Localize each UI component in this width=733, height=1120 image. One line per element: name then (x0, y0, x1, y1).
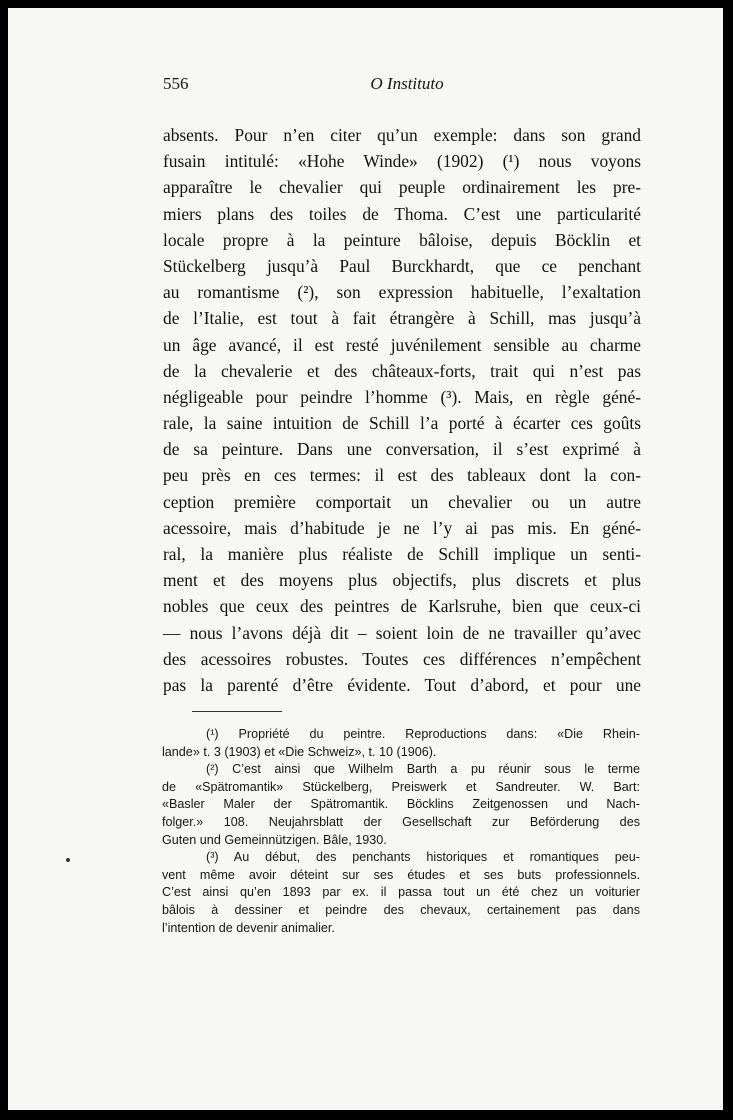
text-line: ral, la manière plus réaliste de Schill implique un senti- (163, 544, 641, 564)
text-line: ment et des moyens plus objectifs, plus discrets et plus (163, 570, 641, 591)
text-line: rale, la saine intuition de Schill l’a porté à écarter ces goûts (163, 413, 641, 434)
footnote-2 (162, 761, 640, 849)
footnote-line: C’est ainsi qu’en 1893 par ex. il passa tout un été chez un voiturier (162, 885, 640, 900)
text-line: de sa peinture. Dans une conversation, il s’est exprimé à (163, 439, 641, 460)
text-line: nobles que ceux des peintres de Karlsruhe, bien que ceux-ci (163, 596, 641, 617)
text-line: de l’Italie, est tout à fait étrangère à Schill, mas jusqu’à (163, 308, 641, 329)
scan-speck (66, 858, 70, 862)
footnote-line: de «Spätromantik» Stückelberg, Preiswerk et Sandreuter. W. Bart: (162, 779, 640, 794)
footnote-separator (192, 711, 282, 712)
scanned-page (8, 8, 723, 1110)
text-line: des acessoires robustes. Toutes ces différences n’empêchent (163, 648, 641, 669)
footnote-line: (²) C’est ainsi que Wilhelm Barth a pu réunir sous le terme (206, 762, 640, 777)
text-line: — nous l’avons déjà dit – soient loin de ne travailler qu’avec (163, 622, 641, 643)
running-title: O Instituto (370, 74, 444, 93)
footnote-line: bâlois à dessiner et peindre des chevaux, certainement pas dans (162, 902, 640, 917)
text-line: absents. Pour n’en citer qu’un exemple: dans son grand (163, 125, 641, 145)
footnote-line: folger.» 108. Neujahrsblatt der Gesellschaft zur Beförderung des (162, 814, 640, 829)
footnote-line: (³) Au début, des penchants historiques et romantiques peu- (206, 850, 640, 865)
text-line: négligeable pour peindre l’homme (³). Mais, en règle géné- (163, 386, 641, 407)
text-line: pas la parenté d’être évidente. Tout d’abord, et pour une (163, 674, 641, 695)
text-line: locale propre à la peinture bâloise, depuis Böcklin et (163, 229, 641, 250)
footnote-1 (162, 726, 640, 761)
text-line: au romantisme (²), son expression habituelle, l’exaltation (163, 282, 641, 303)
text-line: acessoire, mais d’habitude je ne l’y ai pas mis. En géné- (163, 517, 641, 538)
footnote-line: lande» t. 3 (1903) et «Die Schweiz», t. 10 (1906). (162, 744, 437, 759)
page-number: 556 (163, 74, 189, 93)
footnote-line: Guten und Gemeinnützigen. Bâle, 1930. (162, 832, 387, 847)
text-line: apparaître le chevalier qui peuple ordinairement les pre- (163, 177, 641, 198)
footnote-line: l’intention de devenir animalier. (162, 920, 335, 935)
footnote-line: vent même avoir déteint sur ses études et ses buts professionnels. (162, 867, 640, 882)
text-line: de la chevalerie et des châteaux-forts, trait qui n’est pas (163, 360, 641, 381)
text-line: peu près en ces termes: il est des tableaux dont la con- (163, 465, 641, 486)
text-line: Stückelberg jusqu’à Paul Burckhardt, que ce penchant (163, 255, 641, 276)
footnote-line: «Basler Maler der Spätromantik. Böcklins Zeitgenossen und Nach- (162, 797, 640, 812)
footnote-3 (162, 849, 640, 937)
text-line: ception première comportait un chevalier ou un autre (163, 491, 641, 512)
page-header (163, 74, 651, 104)
text-line: fusain intitulé: «Hohe Winde» (1902) (¹) nous voyons (163, 151, 641, 172)
text-line: un âge avancé, il est resté juvénilement sensible au charme (163, 334, 641, 355)
main-text (163, 122, 641, 698)
footnote-line: (¹) Propriété du peintre. Reproductions dans: «Die Rhein- (206, 727, 640, 741)
text-line: miers plans des toiles de Thoma. C’est une particularité (163, 203, 641, 224)
footnotes (162, 726, 640, 937)
